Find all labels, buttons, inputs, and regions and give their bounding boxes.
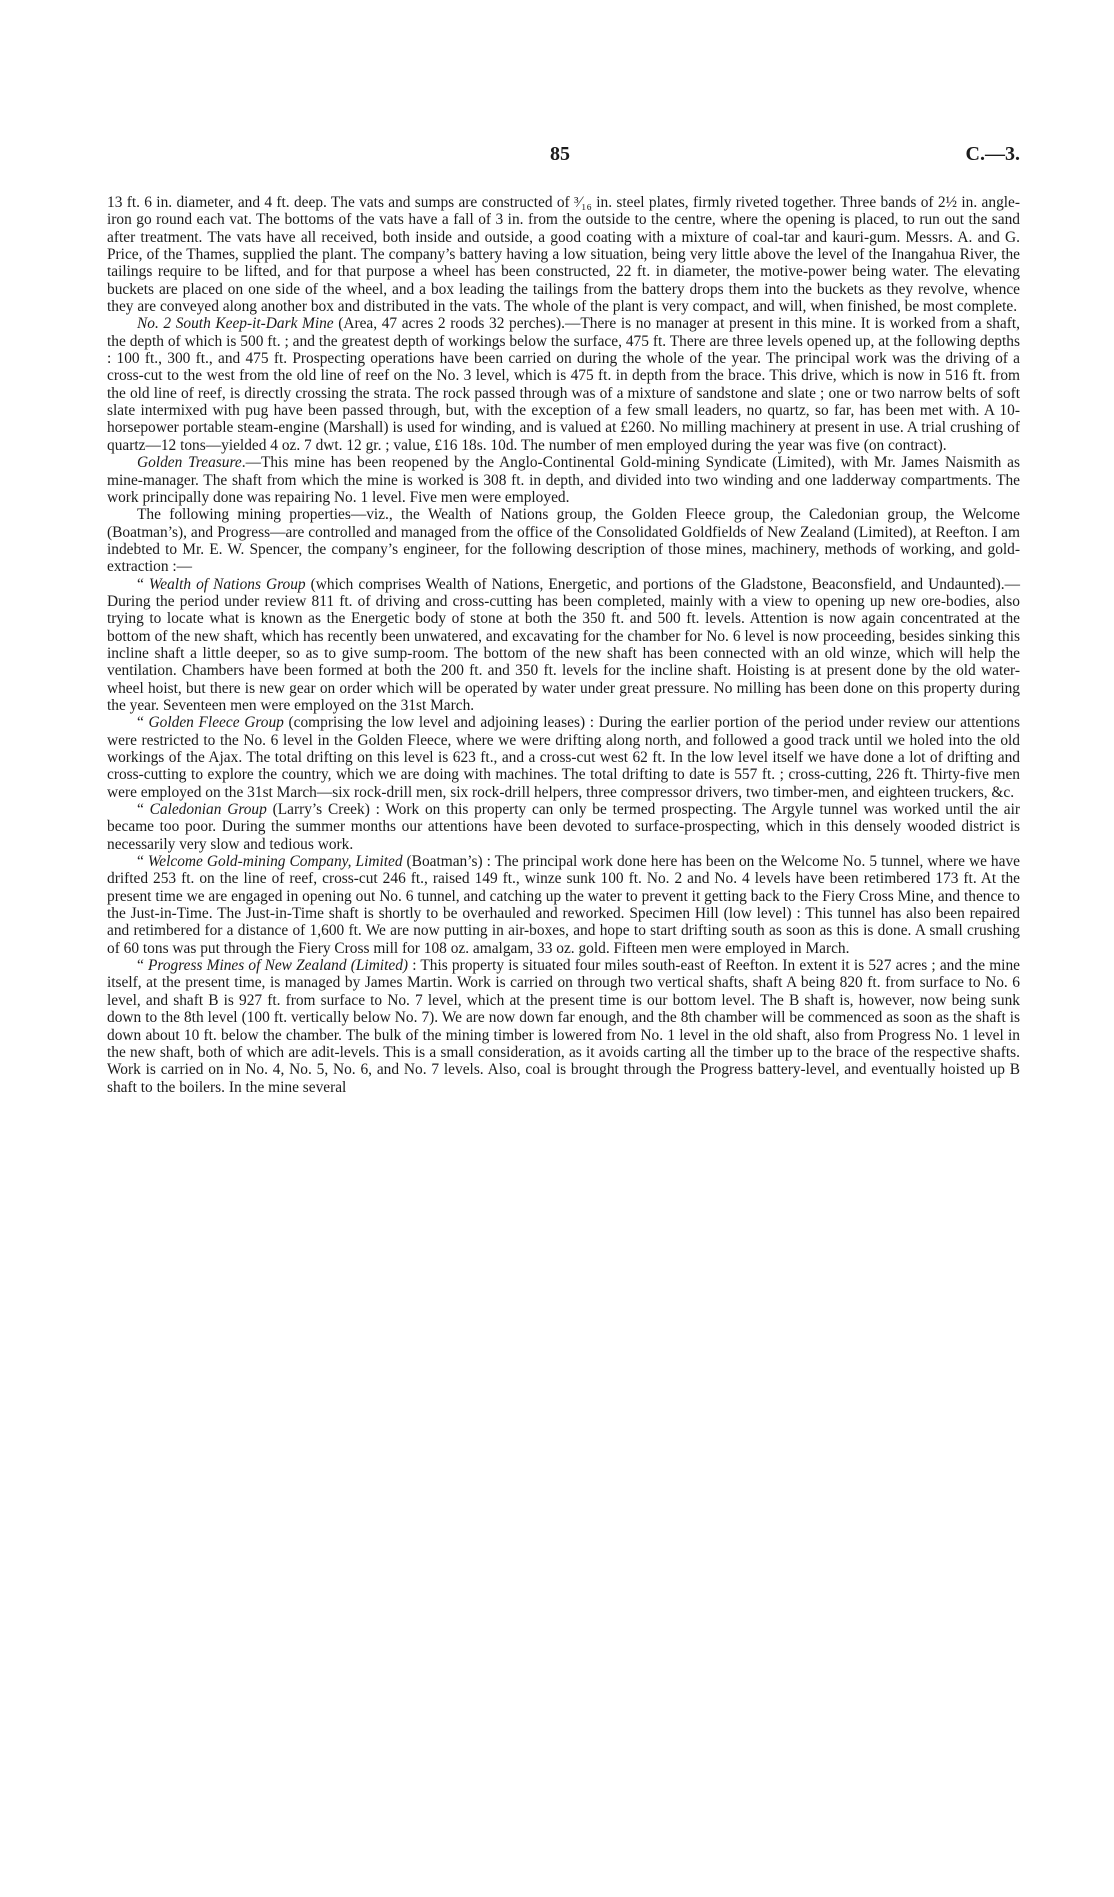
mine-name: No. 2 South Keep-it-Dark Mine: [137, 315, 334, 333]
paragraph-welcome: [107, 853, 1020, 957]
paragraph-consolidated-goldfields: [107, 506, 1020, 575]
paragraph-golden-fleece: [107, 714, 1020, 801]
body-text: [107, 194, 1020, 1096]
mine-name: Golden Treasure: [137, 454, 242, 472]
mine-name: Golden Fleece Group: [148, 714, 284, 732]
paragraph-text: 13 ft. 6 in. diameter, and 4 ft. deep. The vats and sumps are constructed of ³⁄₁₆ in. steel plates, firmly riveted together. Three bands of 2½ in. angle-iron go round each vat. The bottoms of the vats have a fall of 3 in. from the outside to the centre, where the opening is placed, to run out the sand after treatment. The vats have all received, both inside and outside, a good coating with a mixture of coal-tar and kauri-gum. Messrs. A. and G. Price, of the Thames, supplied the plant. The company’s battery having a low situation, being very little above the level of the Inangahua River, the tailings require to be lifted, and for that purpose a wheel has been constructed, 22 ft. in diameter, the motive-power being water. The elevating buckets are placed on one side of the wheel, and a box leading the tailings from the battery drops them into the buckets as they revolve, whence they are conveyed along another box and distributed in the vats. The whole of the plant is very compact, and will, when finished, be most complete.: [107, 194, 1020, 316]
paragraph-text: (comprising the low level and adjoining leases) : During the earlier portion of the period under review our attentions were restricted to the No. 6 level in the Golden Fleece, where we were drifting along north, and followed a good track until we holed into the old workings of the Ajax. The total drifting on this level is 623 ft., and a cross-cut west 62 ft. In the low level itself we have done a lot of drifting and cross-cutting to explore the country, which we are doing with machines. The total drifting to date is 557 ft. ; cross-cutting, 226 ft. Thirty-five men were employed on the 31st March—six rock-drill men, six rock-drill helpers, three compressor drivers, two timber-men, and eighteen truckers, &c.: [107, 714, 1020, 801]
mine-name: Welcome Gold-mining Company, Limited: [147, 853, 403, 871]
document-reference: C.—3.: [965, 143, 1020, 165]
paragraph-south-keep-it-dark: [107, 315, 1020, 454]
mine-name: Progress Mines of New Zealand (Limited): [148, 957, 409, 975]
paragraph-text: .—This mine has been reopened by the Anglo-Continental Gold-mining Syndicate (Limited), with Mr. James Naismith as mine-manager. The shaft from which the mine is worked is 308 ft. in depth, and divided into two winding and one ladderway compartments. The work principally done was repairing No. 1 level. Five men were employed.: [107, 454, 1020, 506]
mine-name: Caledonian Group: [149, 801, 267, 819]
paragraph-vat-plant: [107, 194, 1020, 315]
open-quote: “: [137, 801, 150, 819]
mine-name: Wealth of Nations Group: [148, 575, 306, 593]
open-quote: “: [137, 575, 149, 593]
paragraph-text: (Area, 47 acres 2 roods 32 perches).—There is no manager at present in this mine. It is worked from a shaft, the depth of which is 500 ft. ; and the greatest depth of workings below the surface, 475 ft. There are three levels opened up, at the following depths : 100 ft., 300 ft., and 475 ft. Prospecting operations have been carried on during the whole of the year. The principal work was the driving of a cross-cut to the west from the old line of reef on the No. 3 level, which is 475 ft. in depth from the brace. This drive, which is now in 516 ft. from the old line of reef, is directly crossing the strata. The rock passed through was of a mixture of sandstone and slate ; one or two narrow belts of soft slate intermixed with pug have been passed through, but, with the exception of a few small leaders, no quartz, so far, has been met with. A 10-horsepower portable steam-engine (Marshall) is used for winding, and is valued at £260. No milling machinery at present in use. A trial crushing of quartz—12 tons—yielded 4 oz. 7 dwt. 12 gr. ; value, £16 18s. 10d. The number of men employed during the year was five (on contract).: [107, 315, 1020, 454]
paragraph-text: The following mining properties—viz., the Wealth of Nations group, the Golden Fleece group, the Caledonian group, the Welcome (Boatman’s), and Progress—are controlled and managed from the office of the Consolidated Goldfields of New Zealand (Limited), at Reefton. I am indebted to Mr. E. W. Spencer, the company’s engineer, for the following description of those mines, machinery, methods of working, and gold-extraction :—: [107, 506, 1020, 576]
open-quote: “: [137, 957, 149, 975]
paragraph-caledonian: [107, 801, 1020, 853]
page-number: 85: [550, 143, 570, 165]
paragraph-golden-treasure: [107, 454, 1020, 506]
paragraph-text: (Boatman’s) : The principal work done here has been on the Welcome No. 5 tunnel, where we have drifted 253 ft. on the line of reef, cross-cut 246 ft., raised 149 ft., winze sunk 100 ft. No. 2 and No. 4 levels have been retimbered 173 ft. At the present time we are engaged in opening out No. 6 tunnel, and catching up the water to prevent it getting back to the Fiery Cross Mine, and thence to the Just-in-Time. The Just-in-Time shaft is shortly to be overhauled and reworked. Specimen Hill (low level) : This tunnel has also been repaired and retimbered for a distance of 1,600 ft. We are now putting in air-boxes, and hope to start drifting south as soon as this is done. A small crushing of 60 tons was put through the Fiery Cross mill for 108 oz. amalgam, 33 oz. gold. Fifteen men were employed in March.: [107, 853, 1020, 957]
paragraph-text: (which comprises Wealth of Nations, Energetic, and portions of the Gladstone, Beaconsfield, and Undaunted).—During the period under review 811 ft. of driving and cross-cutting has been completed, mainly with a view to opening up new ore-bodies, also trying to locate what is known as the Energetic body of stone at both the 350 ft. and 500 ft. levels. Attention is now again concentrated at the bottom of the new shaft, which has recently been unwatered, and excavating for the chamber for No. 6 level is now proceeding, besides sinking this incline shaft a little deeper, so as to give sump-room. The bottom of the new shaft has been connected with an old winze, which will help the ventilation. Chambers have been formed at both the 200 ft. and 350 ft. levels for the incline shaft. Hoisting is at present done by the old water-wheel hoist, but there is new gear on order which will be operated by water under great pressure. No milling has been done on this property during the year. Seventeen men were employed on the 31st March.: [107, 575, 1020, 714]
paragraph-text: : This property is situated four miles south-east of Reefton. In extent it is 527 acres ; and the mine itself, at the present time, is managed by James Martin. Work is carried on through two vertical shafts, shaft A being 820 ft. from surface to No. 6 level, and shaft B is 927 ft. from surface to No. 7 level, which at the present time is our bottom level. The B shaft is, however, now being sunk down to the 8th level (100 ft. vertically below No. 7). We are now down far enough, and the 8th chamber will be commenced as soon as the shaft is down about 10 ft. below the chamber. The bulk of the mining timber is lowered from No. 1 level in the old shaft, also from Progress No. 1 level in the new shaft, both of which are adit-levels. This is a small consideration, as it avoids carting all the timber up to the brace of the respective shafts. Work is carried on in No. 4, No. 5, No. 6, and No. 7 levels. Also, coal is brought through the Progress battery-level, and eventually hoisted up B shaft to the boilers. In the mine several: [107, 957, 1020, 1096]
paragraph-wealth-of-nations: [107, 576, 1020, 715]
paragraph-progress-mines: [107, 957, 1020, 1096]
paragraph-text: (Larry’s Creek) : Work on this property can only be termed prospecting. The Argyle tunnel was worked until the air became too poor. During the summer months our attentions have been devoted to surface-prospecting, which in this densely wooded district is necessarily very slow and tedious work.: [107, 801, 1020, 853]
open-quote: “: [137, 853, 148, 871]
open-quote: “: [137, 714, 149, 732]
